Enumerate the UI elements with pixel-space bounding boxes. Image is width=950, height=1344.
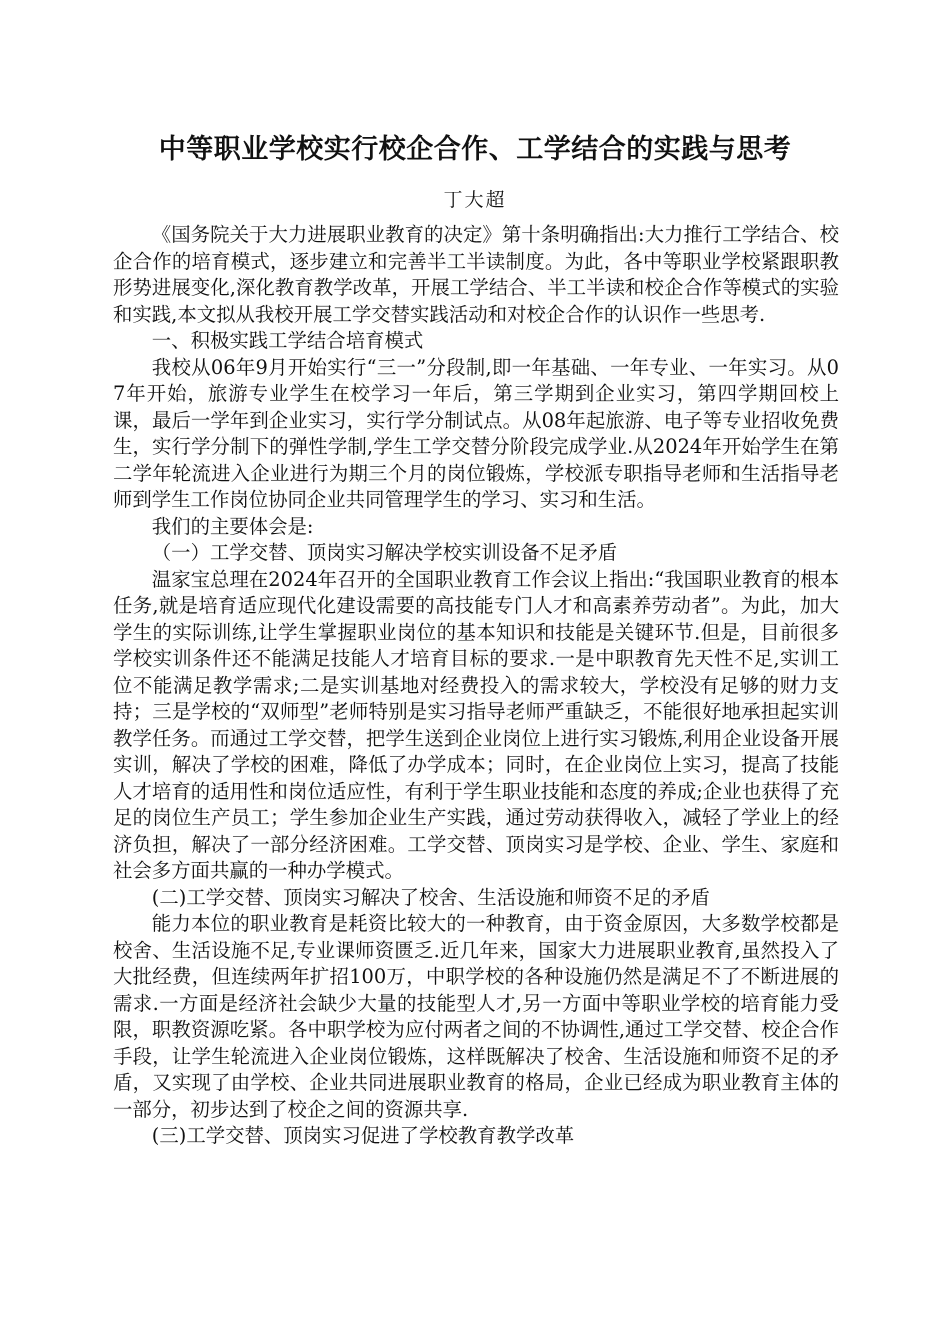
summary-lead: 我们的主要体会是: (151, 514, 314, 538)
intro-paragraph: 《国务院关于大力进展职业教育的决定》第十条明确指出:大力推行工学结合、校企合作的培育模式，逐步建立和完善半工半读制度。为此，各中等职业学校紧跟职教形势进展变化,深化教育教学改革，开展工学结合、半工半读和校企合作等模式的实验和实践,本文拟从我校开展工学交替实践活动和对校企合作的认识作一些思考. (113, 223, 839, 326)
subsection-heading-3: (三)工学交替、顶岗实习促进了学校教育教学改革 (151, 1124, 575, 1147)
author-name: 丁大超 (443, 189, 507, 211)
article-body (113, 222, 839, 1150)
subsection-heading-1: （一）工学交替、顶岗实习解决学校实训设备不足矛盾 (151, 541, 618, 564)
body-paragraph: 温家宝总理在2024年召开的全国职业教育工作会议上指出:“我国职业教育的根本任务,就是培育适应现代化建设需要的高技能专门人才和高素养劳动者”。为此，加大学生的实际训练,让学生掌握职业岗位的基本知识和技能是关键环节.但是，目前很多学校实训条件还不能满足技能人才培育目标的要求.一是中职教育先天性不足,实训工位不能满足教学需求;二是实训基地对经费投入的需求较大，学校没有足够的财力支持；三是学校的“双师型”老师特别是实习指导老师严重缺乏，不能很好地承担起实训教学任务。而通过工学交替，把学生送到企业岗位上进行实习锻炼,利用企业设备开展实训，解决了学校的困难，降低了办学成本；同时，在企业岗位上实习，提高了技能人才培育的适用性和岗位适应性，有利于学生职业技能和态度的养成;企业也获得了充足的岗位生产员工；学生参加企业生产实践，通过劳动获得收入，减轻了学业上的经济负担，解决了一部分经济困难。工学交替、顶岗实习是学校、企业、学生、家庭和社会多方面共赢的一种办学模式。 (113, 567, 839, 882)
page-title: 中等职业学校实行校企合作、工学结合的实践与思考 (158, 134, 792, 165)
subsection-heading-2: (二)工学交替、顶岗实习解决了校舍、生活设施和师资不足的矛盾 (151, 885, 710, 909)
body-paragraph: 能力本位的职业教育是耗资比较大的一种教育，由于资金原因，大多数学校都是校舍、生活设施不足,专业课师资匮乏.近几年来，国家大力进展职业教育,虽然投入了大批经费，但连续两年扩招100万，中职学校的各种设施仍然是满足不了不断进展的需求.一方面是经济社会缺少大量的技能型人才,另一方面中等职业学校的培育能力受限，职教资源吃紧。各中职学校为应付两者之间的不协调性,通过工学交替、校企合作手段，让学生轮流进入企业岗位锻炼，这样既解决了校舍、生活设施和师资不足的矛盾，又实现了由学校、企业共同进展职业教育的格局，企业已经成为职业教育主体的一部分，初步达到了校企之间的资源共享. (113, 912, 839, 1121)
section-heading-1: 一、积极实践工学结合培育模式 (151, 329, 424, 352)
body-paragraph: 我校从06年9月开始实行“三一”分段制,即一年基础、一年专业、一年实习。从07年开始，旅游专业学生在校学习一年后，第三学期到企业实习，第四学期回校上课，最后一学年到企业实习，实行学分制试点。从08年起旅游、电子等专业招收免费生，实行学分制下的弹性学制,学生工学交替分阶段完成学业.从2024年开始学生在第二学年轮流进入企业进行为期三个月的岗位锻炼，学校派专职指导老师和生活指导老师到学生工作岗位协同企业共同管理学生的学习、实习和生活。 (113, 355, 839, 511)
